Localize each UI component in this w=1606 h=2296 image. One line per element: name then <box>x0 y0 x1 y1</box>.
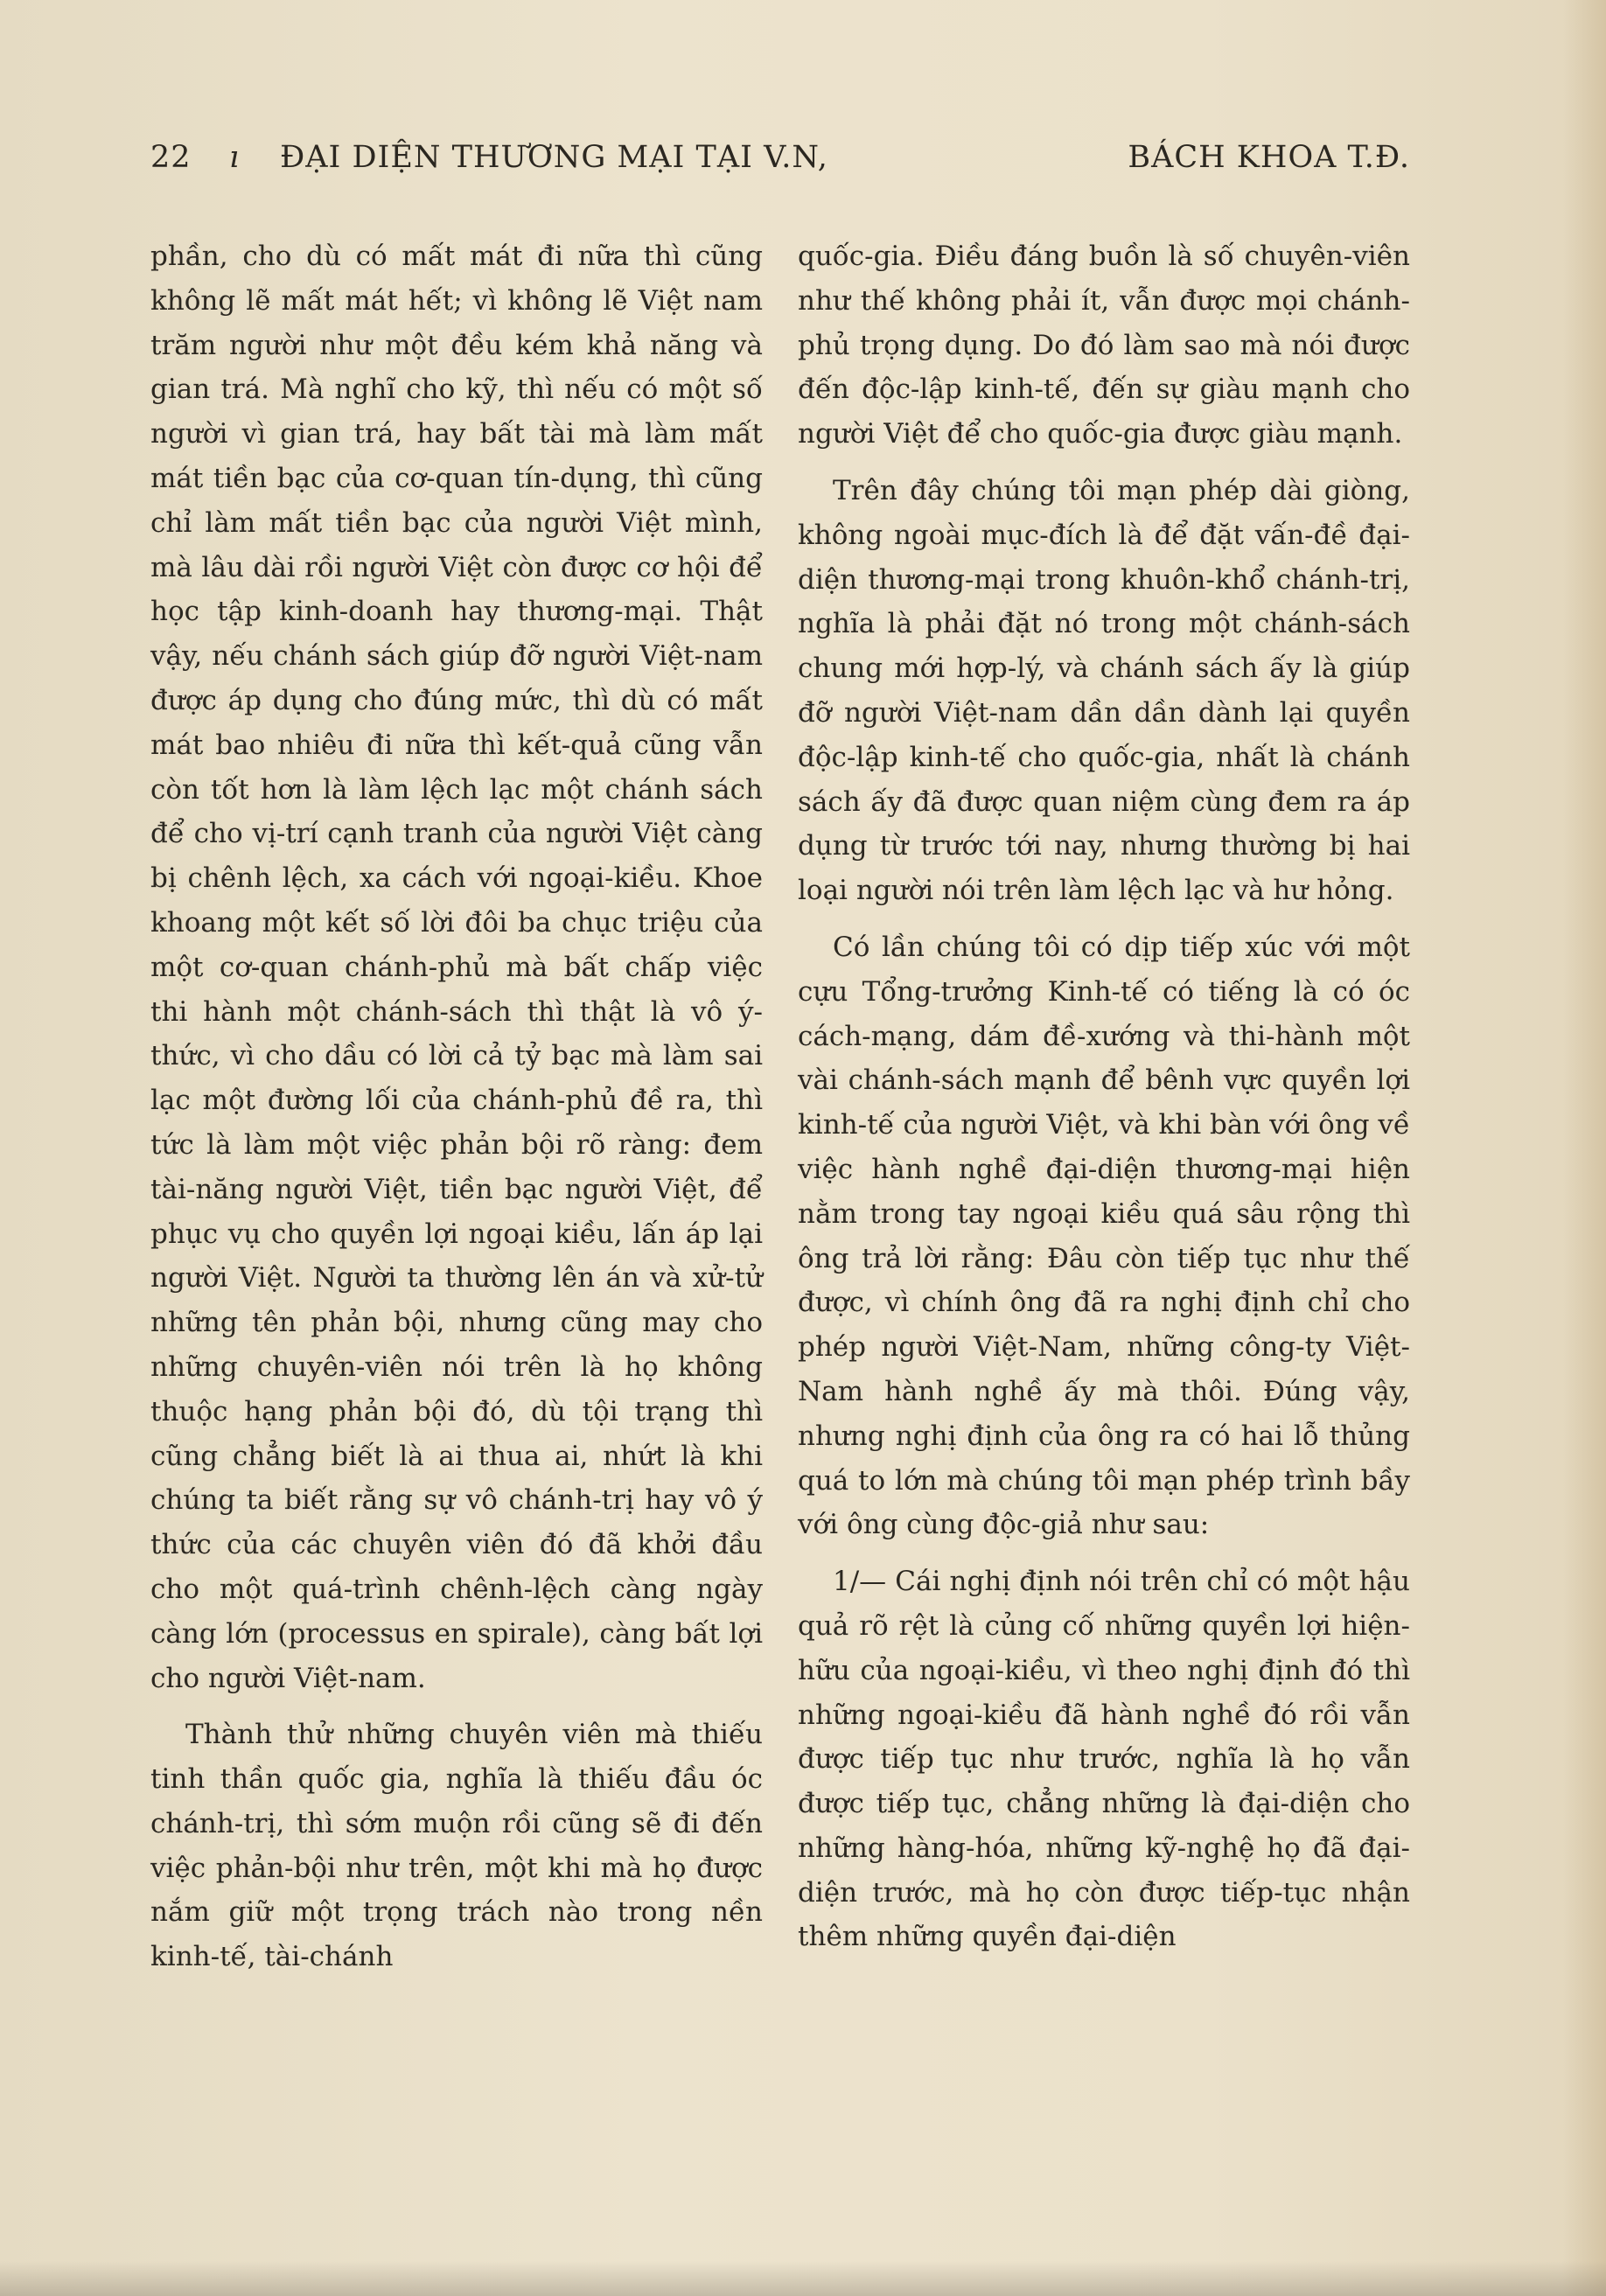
paragraph: quốc-gia. Điều đáng buồn là số chuyên-viên như thế không phải ít, vẫn được mọi chánh-phủ trọng dụng. Do đó làm sao mà nói được đến độc-lập kinh-tế, đến sự giàu mạnh cho người Việt để cho quốc-gia được giàu mạnh. <box>798 241 1410 450</box>
page-number: 22 <box>150 140 192 175</box>
right-column <box>798 234 1410 1959</box>
paragraph: Thành thử những chuyên viên mà thiếu tinh thần quốc gia, nghĩa là thiếu đầu óc chánh-trị, thì sớm muộn rồi cũng sẽ đi đến việc phản-bội như trên, một khi mà họ được nắm giữ một trọng trách nào trong nền kinh-tế, tài-chánh <box>150 1719 763 1973</box>
paragraph: 1/— Cái nghị định nói trên chỉ có một hậu quả rõ rệt là củng cố những quyền lợi hiện-hữu của ngoại-kiều, vì theo nghị định đó thì những ngoại-kiều đã hành nghề đó rồi vẫn được tiếp tục như trước, nghĩa là họ vẫn được tiếp tục, chẳng những là đại-diện cho những hàng-hóa, những kỹ-nghệ họ đã đại-diện trước, mà họ còn được tiếp-tục nhận thêm những quyền đại-diện <box>798 1566 1410 1953</box>
running-header <box>150 140 1410 192</box>
left-column <box>150 234 763 1979</box>
header-separator: ı <box>229 140 241 175</box>
running-title: ĐẠI DIỆN THƯƠNG MẠI TẠI V.N, <box>280 140 828 175</box>
paragraph: Có lần chúng tôi có dịp tiếp xúc với một cựu Tổng-trưởng Kinh-tế có tiếng là có óc cách-mạng, dám đề-xướng và thi-hành một vài chánh-sách mạnh để bênh vực quyền lợi kinh-tế của người Việt, và khi bàn với ông về việc hành nghề đại-diện thương-mại hiện nằm trong tay ngoại kiều quá sâu rộng thì ông trả lời rằng: Đâu còn tiếp tục như thế được, vì chính ông đã ra nghị định chỉ cho phép người Việt-Nam, những công-ty Việt-Nam hành nghề ấy mà thôi. Đúng vậy, nhưng nghị định của ông ra có hai lỗ thủng quá to lớn mà chúng tôi mạn phép trình bầy với ông cùng độc-giả như sau: <box>798 931 1410 1541</box>
paragraph: phần, cho dù có mất mát đi nữa thì cũng không lẽ mất mát hết; vì không lẽ Việt nam trăm người như một đều kém khả năng và gian trá. Mà nghĩ cho kỹ, thì nếu có một số người vì gian trá, hay bất tài mà làm mất mát tiền bạc của cơ-quan tín-dụng, thì cũng chỉ làm mất tiền bạc của người Việt mình, mà lâu dài rồi người Việt còn được cơ hội để học tập kinh-doanh hay thương-mại. Thật vậy, nếu chánh sách giúp đỡ người Việt-nam được áp dụng cho đúng mức, thì dù có mất mát bao nhiêu đi nữa thì kết-quả cũng vẫn còn tốt hơn là làm lệch lạc một chánh sách để cho vị-trí cạnh tranh của người Việt càng bị chênh lệch, xa cách với ngoại-kiều. Khoe khoang một kết số lời đôi ba chục triệu của một cơ-quan chánh-phủ mà bất chấp việc thi hành một chánh-sách thì thật là vô ý-thức, vì cho dầu có lời cả tỷ bạc mà làm sai lạc một đường lối của chánh-phủ đề ra, thì tức là làm một việc phản bội rõ ràng: đem tài-năng người Việt, tiền bạc người Việt, để phục vụ cho quyền lợi ngoại kiều, lấn áp lại người Việt. Người ta thường lên án và xử-tử những tên phản bội, nhưng cũng may cho những chuyên-viên nói trên là họ không thuộc hạng phản bội đó, dù tội trạng thì cũng chẳng biết là ai thua ai, nhứt là khi chúng ta biết rằng sự vô chánh-trị hay vô ý thức của các chuyên viên đó đã khởi đầu cho một quá-trình chênh-lệch càng ngày càng lớn (processus en spirale), càng bất lợi cho người Việt-nam. <box>150 241 763 1694</box>
publication-name: BÁCH KHOA T.Đ. <box>1128 140 1410 175</box>
paragraph: Trên đây chúng tôi mạn phép dài giòng, không ngoài mục-đích là để đặt vấn-đề đại-diện thương-mại trong khuôn-khổ chánh-trị, nghĩa là phải đặt nó trong một chánh-sách chung mới hợp-lý, và chánh sách ấy là giúp đỡ người Việt-nam dần dần dành lại quyền độc-lập kinh-tế cho quốc-gia, nhất là chánh sách ấy đã được quan niệm cùng đem ra áp dụng từ trước tới nay, nhưng thường bị hai loại người nói trên làm lệch lạc và hư hỏng. <box>798 474 1410 907</box>
